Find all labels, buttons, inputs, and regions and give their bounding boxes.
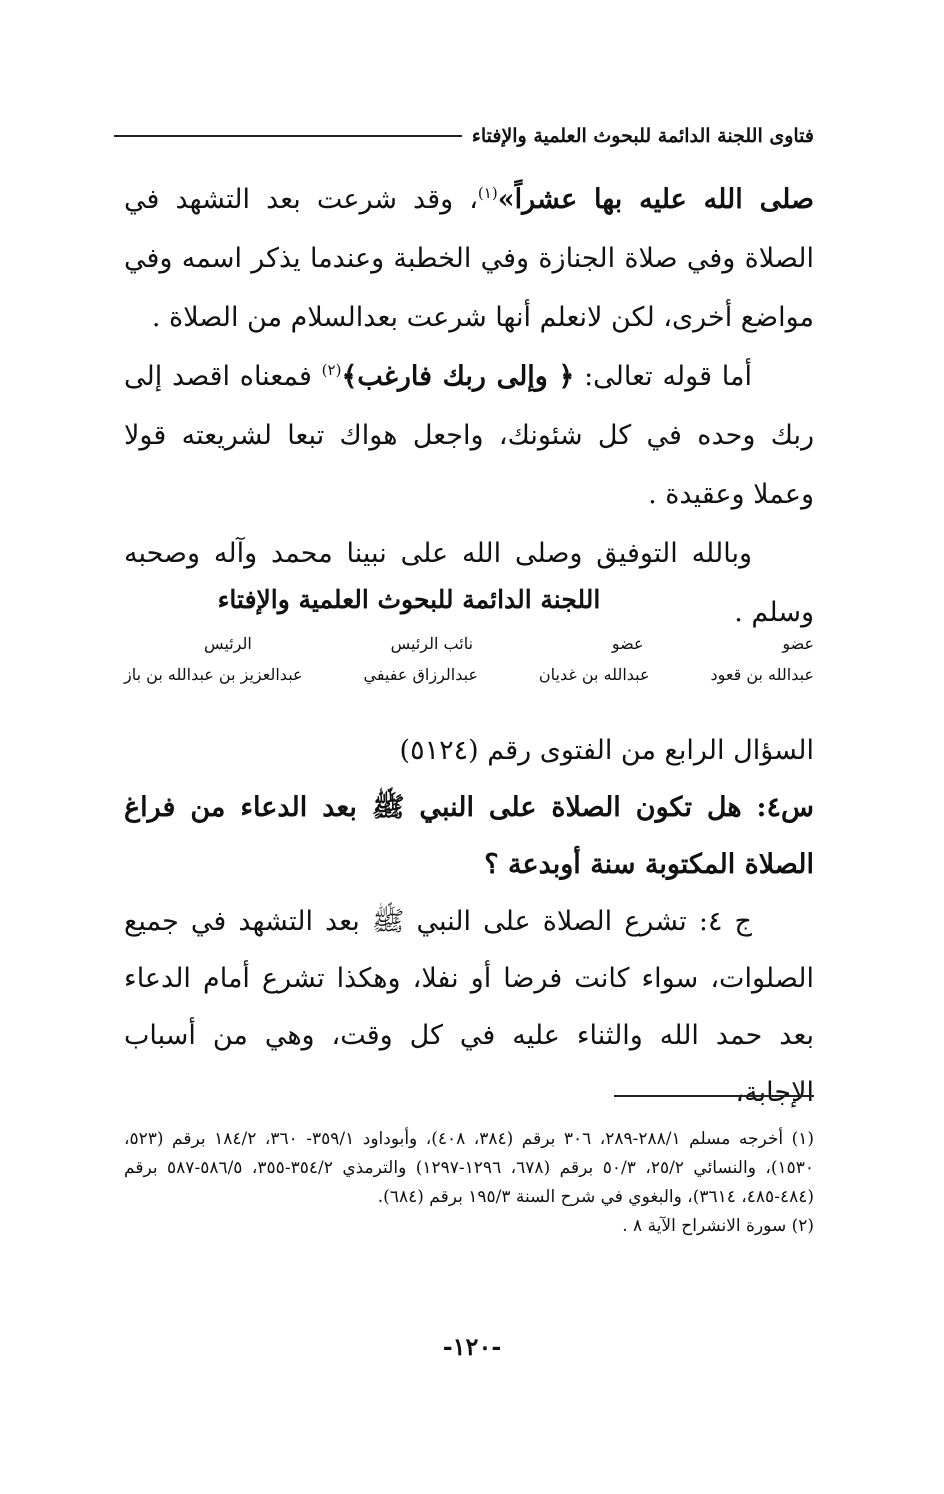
footnote-ref-2: (٢) (321, 361, 342, 379)
footnote-rule (614, 1095, 814, 1097)
footnotes (124, 1125, 814, 1241)
signature-block (124, 570, 814, 684)
member-name: عبدالله بن غديان (538, 665, 650, 684)
answer-text: ج ٤: تشرع الصلاة على النبي ﷺ بعد التشهد في جميع الصلوات، سواء كانت فرضا أو نفلا، وهكذا تشرع أمام الدعاء بعد حمد الله والثناء عليه في كل وقت، وهي من أسباب الإجابة، (124, 906, 814, 1108)
hadith-end: صلى الله عليه بها عشراً» (497, 184, 814, 215)
paragraph-2 (124, 347, 814, 524)
question-block (124, 722, 814, 1121)
paragraph-1-text: ، وقد شرعت بعد التشهد في الصلاة وفي صلاة الجنازة وفي الخطبة وعندما يذكر اسمه وفي مواضع أخرى، لكن لانعلم أنها شرعت بعدالسلام من الصلاة . (124, 184, 814, 333)
running-title: فتاوى اللجنة الدائمة للبحوث العلمية والإفتاء (471, 125, 814, 147)
question-text: س٤: هل تكون الصلاة على النبي ﷺ بعد الدعاء من فراغ الصلاة المكتوبة سنة أوبدعة ؟ (124, 792, 814, 880)
member-role: الرئيس (204, 634, 252, 653)
paragraph-1 (124, 170, 814, 347)
paragraph-2-intro: أما قوله تعالى: (574, 361, 752, 392)
paragraph-3: وبالله التوفيق وصلى الله على نبينا محمد وآله وصحبه وسلم . (124, 538, 814, 628)
page-number: -١٢٠- (442, 1332, 502, 1361)
header-rule (114, 135, 462, 137)
member-role: عضو (782, 634, 814, 653)
footnote-ref-1: (١) (477, 184, 498, 202)
paragraph-2-text: فمعناه اقصد إلى ربك وحده في كل شئونك، واجعل هواك تبعا لشريعته قولا وعملا وعقيدة . (124, 361, 814, 510)
member-name: عبدالرزاق عفيفي (363, 665, 478, 684)
committee-title: اللجنة الدائمة للبحوث العلمية والإفتاء (217, 585, 601, 614)
member-role: نائب الرئيس (390, 634, 474, 653)
footnote-2: (٢) سورة الانشراح الآية ٨ . (622, 1216, 814, 1236)
member-name: عبدالله بن قعود (710, 665, 814, 684)
question-heading: السؤال الرابع من الفتوى رقم (٥١٢٤) (399, 735, 814, 766)
member-role: عضو (611, 634, 644, 653)
signature-roles (124, 634, 814, 653)
running-header (114, 118, 814, 154)
quran-verse: ﴿ وإلى ربك فارغب﴾ (341, 361, 575, 392)
signature-names (124, 665, 814, 684)
footnote-1: (١) أخرجه مسلم ٢٨٨/١-٢٨٩، ٣٠٦ برقم (٣٨٤، ٤٠٨)، وأبوداود ٣٥٩/١- ٣٦٠، ١٨٤/٢ برقم (٥٢٣، ١٥٣٠)، والنسائي ٢٥/٢، ٥٠/٣ برقم (٦٧٨، ١٢٩٦-١٢٩٧) والترمذي ٣٥٤/٢-٣٥٥، ٥٨٦/٥-٥٨٧ برقم (٤٨٤-٤٨٥، ٣٦١٤)، والبغوي في شرح السنة ١٩٥/٣ برقم (٦٨٤). (124, 1129, 815, 1207)
member-name: عبدالعزيز بن عبدالله بن باز (124, 665, 303, 684)
